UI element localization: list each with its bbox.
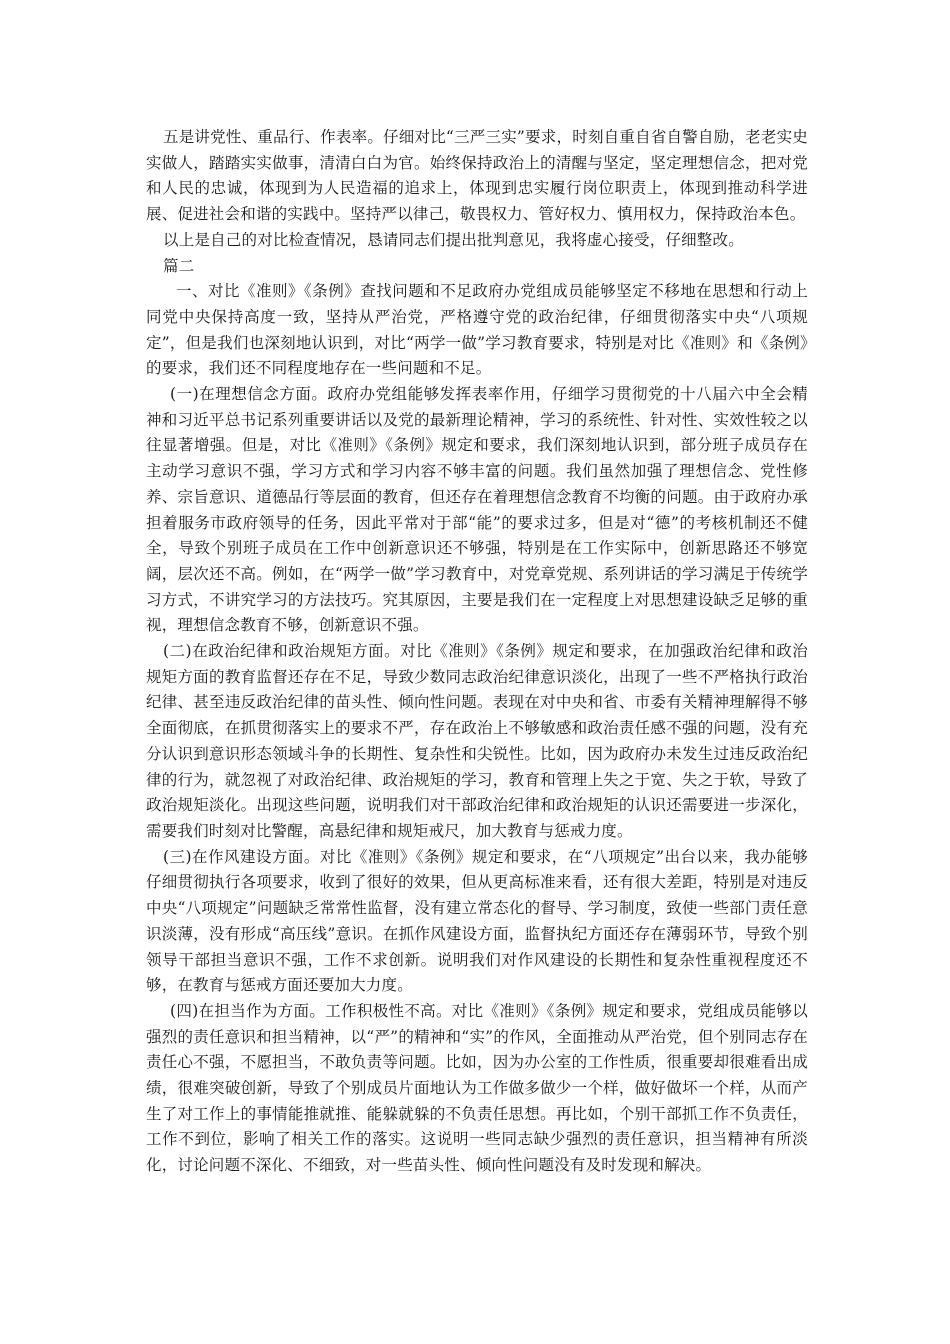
paragraph-conclusion: 以上是自己的对比检查情况，恳请同志们提出批判意见，我将虚心接受，仔细整改。	[163, 230, 744, 249]
paragraph-work-style: (三)在作风建设方面。对比《准则》《条例》规定和要求，在“八项规定”出台以来，我办能够仔细贯彻执行各项要求，收到了很好的效果，但从更高标准来看，还有很大差距，特别是对违反中央“八项规定”问题缺乏常常性监督，没有建立常态化的督导、学习制度，致使一些部门责任意识淡薄，没有形成“高压线”意识。在抓作风建设方面，监督执纪方面还存在薄弱环节，导致个别领导干部担当意识不强，工作不求创新。说明我们对作风建设的长期性和复杂性重视程度还不够，在教育与惩戒方面还要加大力度。	[146, 847, 808, 995]
section-heading-part-two: 篇二	[163, 256, 195, 275]
paragraph-responsibility: (四)在担当作为方面。工作积极性不高。对比《准则》《条例》规定和要求，党组成员能够以强烈的责任意识和担当精神，以“严”的精神和“实”的作风，全面推动从严治党，但个别同志存在责任心不强，不愿担当，不敢负责等问题。比如，因为办公室的工作性质，很重要却很难看出成绩，很难突破创新，导致了个别成员片面地认为工作做多做少一个样，做好做坏一个样，从而产生了对工作上的事情能推就推、能躲就躲的不负责任思想。再比如，个别干部抓工作不负责任，工作不到位，影响了相关工作的落实。这说明一些同志缺少强烈的责任意识，担当精神有所淡化，讨论问题不深化、不细致，对一些苗头性、倾向性问题没有及时发现和解决。	[146, 1001, 808, 1175]
paragraph-compare-problems: 一、对比《准则》《条例》查找问题和不足政府办党组成员能够坚定不移地在思想和行动上同党中央保持高度一致，坚持从严治党，严格遵守党的政治纪律，仔细贯彻落实中央“八项规定”，但是我们也深刻地认识到，对比“两学一做”学习教育要求，特别是对比《准则》和《条例》的要求，我们还不同程度地存在一些问题和不足。	[146, 282, 808, 378]
paragraph-5-party-spirit: 五是讲党性、重品行、作表率。仔细对比“三严三实”要求，时刻自重自省自警自励，老老实史实做人，踏踏实实做事，清清白白为官。始终保持政治上的清醒与坚定，坚定理想信念，把对党和人民的忠诚，体现到为人民造福的追求上，体现到忠实履行岗位职责上，体现到推动科学进展、促进社会和谐的实践中。坚持严以律己，敬畏权力、管好权力、慎用权力，保持政治本色。	[146, 128, 808, 224]
paragraph-political-discipline: (二)在政治纪律和政治规矩方面。对比《准则》《条例》规定和要求，在加强政治纪律和政治规矩方面的教育监督还存在不足，导致少数同志政治纪律意识淡化，出现了一些不严格执行政治纪律、甚至违反政治纪律的苗头性、倾向性问题。表现在对中央和省、市委有关精神理解得不够全面彻底，在抓贯彻落实上的要求不严，存在政治上不够敏感和政治责任感不强的问题，没有充分认识到意识形态领域斗争的长期性、复杂性和尖锐性。比如，因为政府办未发生过违反政治纪律的行为，就忽视了对政治纪律、政治规矩的学习，教育和管理上失之于宽、失之于软，导致了政治规矩淡化。出现这些问题，说明我们对干部政治纪律和政治规矩的认识还需要进一步深化，需要我们时刻对比警醒，高悬纪律和规矩戒尺，加大教育与惩戒力度。	[146, 642, 808, 840]
paragraph-ideals-beliefs: (一)在理想信念方面。政府办党组能够发挥表率作用，仔细学习贯彻党的十八届六中全会精神和习近平总书记系列重要讲话以及党的最新理论精神，学习的系统性、针对性、实效性较之以往显著增强。但是，对比《准则》《条例》规定和要求，我们深刻地认识到，部分班子成员存在主动学习意识不强，学习方式和学习内容不够丰富的问题。我们虽然加强了理想信念、党性修养、宗旨意识、道德品行等层面的教育，但还存在着理想信念教育不均衡的问题。由于政府办承担着服务市政府领导的任务，因此平常对于部“能”的要求过多，但是对“德”的考核机制还不健全，导致个别班子成员在工作中创新意识还不够强，特别是在工作实际中，创新思路还不够宽阔，层次还不高。例如，在“两学一做”学习教育中，对党章党规、系列讲话的学习满足于传统学习方式，不讲究学习的方法技巧。究其原因，主要是我们在一定程度上对思想建设缺乏足够的重视，理想信念教育不够，创新意识不强。	[146, 385, 808, 635]
document-body	[146, 125, 808, 1179]
